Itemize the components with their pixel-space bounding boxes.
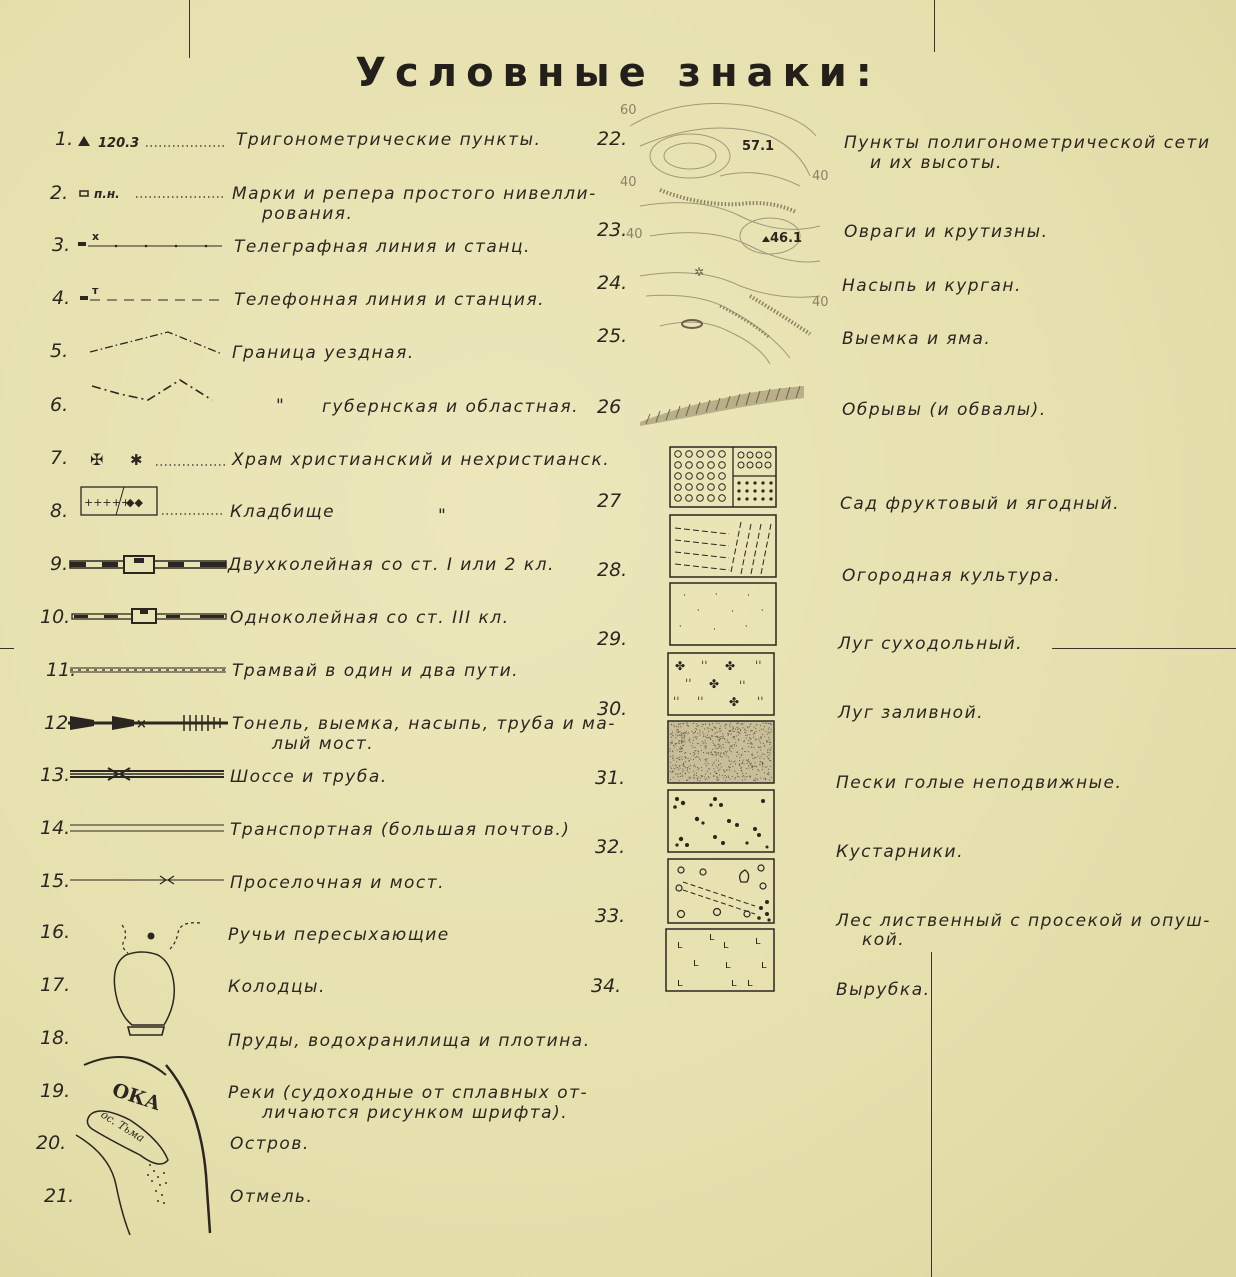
svg-text:ˑ: ˑ <box>679 623 683 633</box>
item-number: 4. <box>52 287 71 309</box>
item-number: 29. <box>597 628 628 650</box>
item-number: 14. <box>40 817 71 839</box>
double-track-railway-symbol <box>68 552 230 578</box>
svg-text:ˑ: ˑ <box>715 591 719 601</box>
well-dot <box>148 933 155 940</box>
river-name: ОКА <box>109 1078 164 1116</box>
item-label: Отмель. <box>230 1187 314 1207</box>
svg-text:+++++: +++++ <box>84 496 131 509</box>
svg-text:ˑ: ˑ <box>761 607 765 617</box>
svg-text:×: × <box>136 717 147 732</box>
border-line-right <box>1052 648 1236 649</box>
item-number: 16. <box>40 921 71 943</box>
item-number: 7. <box>50 447 69 469</box>
shrubs-symbol <box>667 789 777 855</box>
item-label-continued: и их высоты. <box>870 153 1003 173</box>
svg-text:✤: ✤ <box>675 659 686 673</box>
item-label: Пески голые неподвижные. <box>836 773 1123 793</box>
svg-text:ʟ: ʟ <box>709 930 715 943</box>
dry-meadow-symbol <box>669 582 779 648</box>
item-number: 22. <box>597 128 628 150</box>
item-label: Насыпь и курган. <box>842 276 1022 296</box>
item-label: Вырубка. <box>836 980 931 1000</box>
svg-text:x: x <box>92 230 100 243</box>
sand-symbol <box>667 720 777 786</box>
item-label: Пруды, водохранилища и плотина. <box>228 1031 591 1051</box>
relief-vignette <box>620 96 840 366</box>
item-label: Двухколейная со ст. I или 2 кл. <box>228 555 555 575</box>
item-label: Остров. <box>230 1134 310 1154</box>
item-number: 31. <box>595 767 626 789</box>
svg-text:ʟ: ʟ <box>747 976 753 989</box>
svg-text:✱: ✱ <box>130 451 143 469</box>
item-number: 1. <box>55 128 74 150</box>
svg-text:ˈˈ: ˈˈ <box>697 695 704 709</box>
item-label: Храм христианский и нехристианск. <box>232 450 611 470</box>
item-label: Марки и репера простого нивелли- <box>232 184 597 204</box>
item-number: 21. <box>44 1185 75 1207</box>
deciduous-forest-symbol <box>667 858 777 926</box>
item-label: Одноколейная со ст. III кл. <box>230 608 510 628</box>
svg-text:ˈˈ: ˈˈ <box>757 695 764 709</box>
item-label: Телефонная линия и станция. <box>234 290 546 310</box>
item-number: 32. <box>595 836 626 858</box>
ditto-mark: " <box>276 396 286 416</box>
svg-text:✤: ✤ <box>709 677 720 691</box>
item-label: Проселочная и мост. <box>230 873 446 893</box>
trig-point-height: 120.3 <box>98 136 140 151</box>
item-label: Кладбище <box>230 502 336 522</box>
item-number: 34. <box>591 975 622 997</box>
svg-text:◆◆: ◆◆ <box>126 496 143 509</box>
item-label: Телеграфная линия и станц. <box>234 237 531 257</box>
item-number: 2. <box>50 182 69 204</box>
cemetery-symbol <box>80 486 228 520</box>
item-number: 26 <box>597 396 622 418</box>
item-label: Транспортная (большая почтов.) <box>230 820 571 840</box>
svg-text:✤: ✤ <box>725 659 736 673</box>
svg-text:ˑ: ˑ <box>697 607 701 617</box>
svg-text:ʟ: ʟ <box>677 976 683 989</box>
item-number: 6. <box>50 394 69 416</box>
svg-text:ʟ: ʟ <box>677 938 683 951</box>
item-label-continued: рования. <box>262 204 354 224</box>
svg-text:✠: ✠ <box>90 450 104 469</box>
item-label: Луг заливной. <box>838 703 985 723</box>
item-label-continued: кой. <box>862 930 906 950</box>
island-name: ос. Тьма <box>98 1107 147 1145</box>
item-label: Сад фруктовый и ягодный. <box>840 494 1121 514</box>
telegraph-line-symbol <box>76 228 226 252</box>
item-label: Шоссе и труба. <box>230 767 388 787</box>
benchmark-text: п.н. <box>94 187 120 201</box>
svg-text:·: · <box>713 625 716 635</box>
single-track-railway-symbol <box>70 605 230 629</box>
item-label: Выемка и яма. <box>842 329 992 349</box>
item-number: 33. <box>595 905 626 927</box>
item-number: 23. <box>597 219 628 241</box>
item-number: 19. <box>40 1080 71 1102</box>
point-height: 46.1 <box>770 231 803 246</box>
hydrography-vignette <box>70 915 220 1240</box>
item-number: 5. <box>50 340 69 362</box>
wet-meadow-symbol <box>667 652 777 718</box>
svg-text:·: · <box>731 607 734 617</box>
item-number: 9. <box>50 553 69 575</box>
benchmark-symbol <box>78 184 228 204</box>
svg-text:✤: ✤ <box>729 695 740 709</box>
item-label: Огородная культура. <box>842 566 1062 586</box>
item-number: 11. <box>46 659 77 681</box>
item-number: 13. <box>40 764 71 786</box>
item-number: 27 <box>597 490 622 512</box>
svg-text:ʟ: ʟ <box>755 934 761 947</box>
clearing-symbol <box>665 928 777 994</box>
item-label: Лес лиственный с просекой и опуш- <box>836 911 1211 931</box>
svg-text:ˑ: ˑ <box>745 623 749 633</box>
svg-text:·: · <box>747 591 750 601</box>
item-number: 30. <box>597 698 628 720</box>
item-label: Трамвай в один и два пути. <box>232 661 520 681</box>
country-road-symbol <box>68 872 228 888</box>
cliff-symbol <box>636 378 808 428</box>
district-boundary-symbol <box>88 324 228 358</box>
item-number: 8. <box>50 500 69 522</box>
trig-point-symbol <box>76 132 226 152</box>
svg-text:ˈˈ: ˈˈ <box>739 679 746 693</box>
item-number: 15. <box>40 870 71 892</box>
svg-text:ˈˈ: ˈˈ <box>673 695 680 709</box>
church-symbol <box>90 449 230 471</box>
legend-title: Условные знаки: <box>355 50 881 96</box>
svg-text:ʟ: ʟ <box>731 976 737 989</box>
svg-text:ʟ: ʟ <box>725 958 731 971</box>
item-label-continued: личаются рисунком шрифта). <box>262 1103 569 1123</box>
contour-height: 60 <box>620 103 637 118</box>
telephone-line-symbol <box>78 282 228 306</box>
item-label: Обрывы (и обвалы). <box>842 400 1047 420</box>
item-number: 12 <box>44 712 69 734</box>
highway-symbol <box>68 764 228 784</box>
item-label: Тонель, выемка, насыпь, труба и ма- <box>232 714 616 734</box>
item-number: 3. <box>52 234 71 256</box>
svg-text:ˈˈ: ˈˈ <box>685 677 692 691</box>
contour-height: 40 <box>620 175 637 190</box>
item-label: Ручьи пересыхающие <box>228 925 450 945</box>
item-label: Граница уездная. <box>232 343 415 363</box>
svg-text:т: т <box>92 284 99 297</box>
item-label: Колодцы. <box>228 977 326 997</box>
contour-height: 40 <box>812 169 829 184</box>
item-number: 28. <box>597 559 628 581</box>
tunnel-cutting-embankment-symbol <box>66 710 232 736</box>
province-boundary-symbol <box>90 374 220 408</box>
contour-height: 40 <box>812 295 829 310</box>
item-label: Луг суходольный. <box>838 634 1024 654</box>
svg-text:✲: ✲ <box>694 265 705 279</box>
item-number: 24. <box>597 272 628 294</box>
contour-height: 40 <box>626 227 643 242</box>
svg-text:ˈˈ: ˈˈ <box>755 659 762 673</box>
svg-text:ʟ: ʟ <box>761 958 767 971</box>
item-number: 20. <box>36 1132 67 1154</box>
post-road-symbol <box>68 820 228 836</box>
orchard-symbol <box>669 446 779 510</box>
item-number: 25. <box>597 325 628 347</box>
item-label: Кустарники. <box>836 842 964 862</box>
item-number: 10. <box>40 606 71 628</box>
svg-text:·: · <box>683 591 686 601</box>
fold-line-right <box>934 0 935 52</box>
item-label: Овраги и крутизны. <box>844 222 1049 242</box>
ditto-mark: " <box>438 506 448 526</box>
svg-text:ʟ: ʟ <box>693 956 699 969</box>
item-label-continued: лый мост. <box>272 734 375 754</box>
svg-text:ʟ: ʟ <box>723 938 729 951</box>
item-number: 17. <box>40 974 71 996</box>
vegetable-garden-symbol <box>669 514 779 580</box>
border-line-bottom-right <box>931 952 932 1277</box>
item-number: 18. <box>40 1027 71 1049</box>
item-label: Тригонометрические пункты. <box>236 130 542 150</box>
item-label: Реки (судоходные от сплавных от- <box>228 1083 589 1103</box>
tramway-symbol <box>68 662 230 678</box>
item-label: Пункты полигонометрической сети <box>844 133 1211 153</box>
border-line-left-edge <box>0 648 14 649</box>
svg-text:ˈˈ: ˈˈ <box>701 659 708 673</box>
item-label: губернская и областная. <box>322 397 580 417</box>
point-height: 57.1 <box>742 139 775 154</box>
